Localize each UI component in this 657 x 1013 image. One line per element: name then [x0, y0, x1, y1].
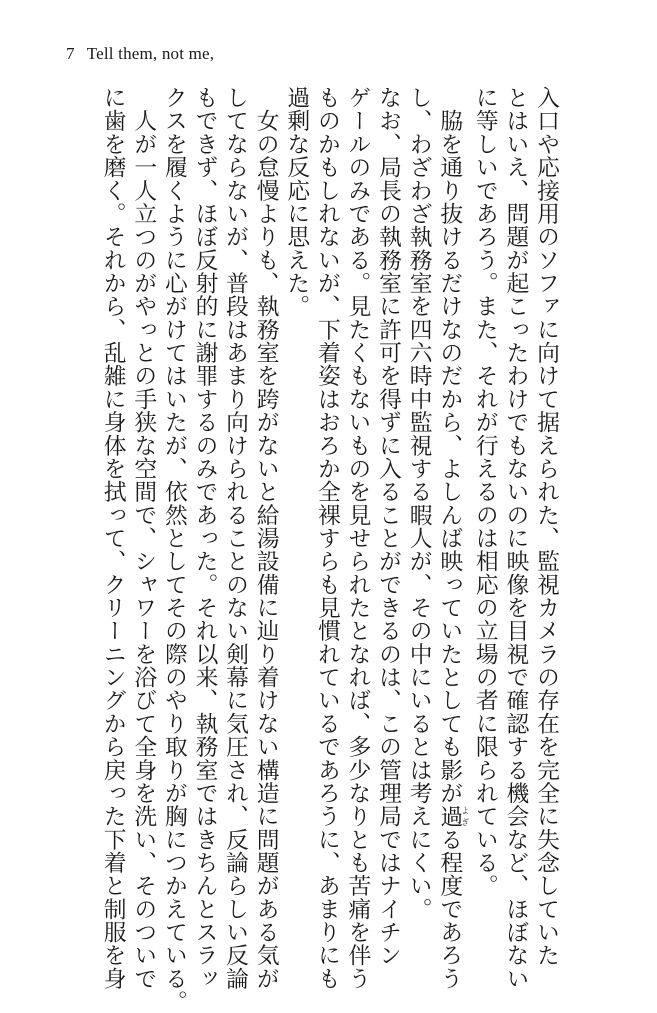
text-line-tail: る程度であろう — [436, 827, 463, 991]
ruby-reading: よぎ — [460, 804, 470, 828]
text-line: に等しいであろう。また、それが行えるのは相応の立場の者に限られている。 — [471, 86, 498, 898]
ruby-annotation — [436, 804, 470, 828]
body-text — [66, 86, 561, 1013]
text-line: ゲールのみである。見たくもないものを見せられたとなれば、多少なりとも苦痛を伴う — [344, 86, 371, 991]
text-line: し、わざわざ執務室を四六時中監視する暇人が、その中にいるとは考えにくい。 — [405, 86, 432, 921]
text-line: 過剰な反応に思えた。 — [283, 86, 310, 318]
text-line: とはいえ、問題が起こったわけでもないのに映像を目視で確認する機会など、ほぼない — [502, 86, 529, 991]
running-head — [66, 44, 214, 64]
page-number: 7 — [66, 44, 75, 63]
text-line: 入口や応接用のソファに向けて据えられた、監視カメラの存在を完全に失念していた — [533, 86, 559, 967]
text-line: なお、局長の執務室に許可を得ずに入ることができるのは、この管理局ではナイチン — [375, 86, 402, 967]
text-line: 人が一人立つのがやっとの手狭な空間で、シャワーを浴びて全身を洗い、そのついで — [130, 86, 157, 991]
text-line: してならないが、普段はあまり向けられることのない剣幕に気圧され、反論らしい反論 — [222, 86, 249, 991]
text-line: に歯を磨く。それから、乱雑に身体を拭って、クリーニングから戻った下着と制服を身 — [99, 86, 126, 991]
text-line — [434, 86, 470, 991]
ruby-base: 過 — [436, 804, 463, 828]
text-line-head: 脇を通り抜けるだけなのだから、よしんば映っていたとしても影が — [436, 86, 463, 805]
running-title: Tell them, not me, — [86, 44, 215, 63]
text-line: もできず、ほぼ反射的に謝罪するのみであった。それ以来、執務室ではきちんとスラッ — [191, 86, 218, 991]
text-line: ものかもしれないが、下着姿はおろか全裸すらも見慣れているであろうに、あまりにも — [313, 86, 340, 991]
text-line: クスを履くように心がけてはいたが、依然としてその際のやり取りが胸につかえている。 — [160, 86, 187, 1013]
text-line: 女の怠慢よりも、執務室を跨がないと給湯設備に辿り着けない構造に問題がある気が — [252, 86, 279, 991]
